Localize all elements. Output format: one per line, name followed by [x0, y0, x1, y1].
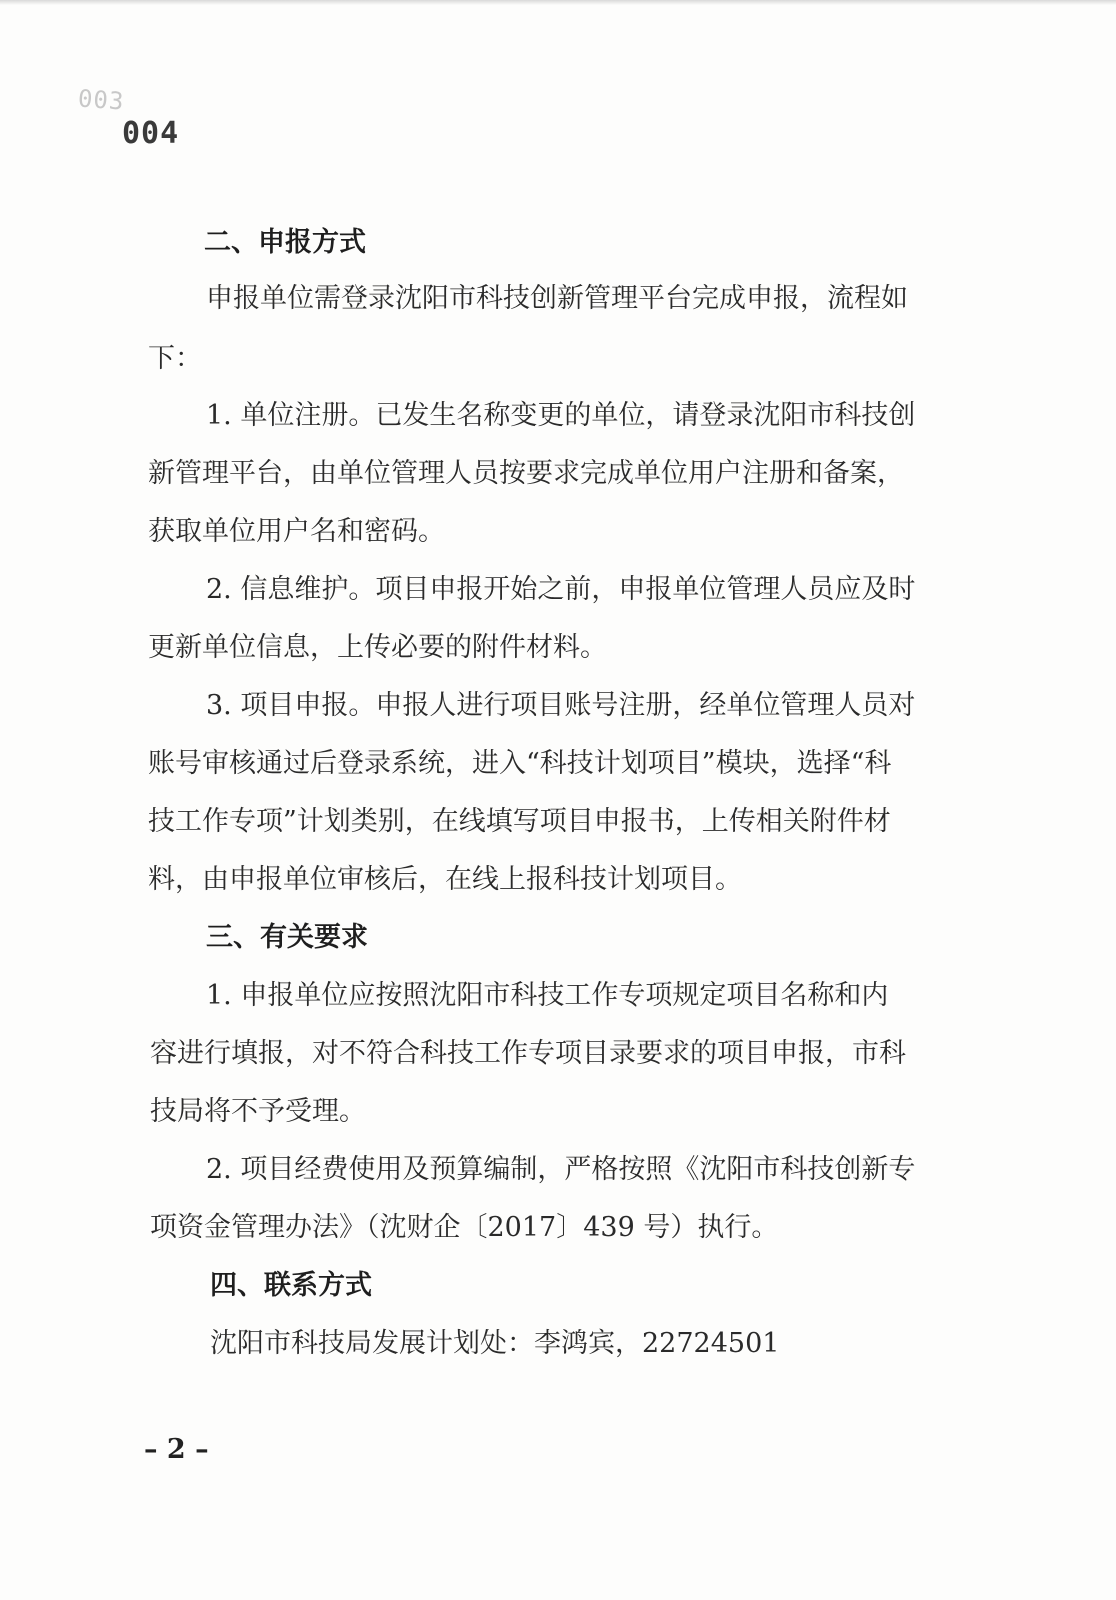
paragraph-line: 2. 信息维护。项目申报开始之前，申报单位管理人员应及时 [206, 574, 916, 605]
faint-stamp-number: 003 [77, 84, 126, 116]
paragraph-line: 1. 申报单位应按照沈阳市科技工作专项规定项目名称和内 [206, 980, 889, 1011]
section-heading-requirements: 三、有关要求 [206, 922, 368, 953]
page-footer-number: – 2 – [144, 1434, 209, 1465]
paragraph-line: 获取单位用户名和密码。 [148, 516, 445, 547]
section-heading-contact: 四、联系方式 [210, 1270, 372, 1301]
paragraph-line: 更新单位信息，上传必要的附件材料。 [148, 632, 607, 663]
stamped-page-number: 004 [122, 116, 180, 151]
paragraph-line: 账号审核通过后登录系统，进入“科技计划项目”模块，选择“科 [148, 748, 892, 779]
paragraph-line: 申报单位需登录沈阳市科技创新管理平台完成申报，流程如 [206, 283, 908, 314]
scan-top-edge [0, 0, 1116, 5]
contact-line: 沈阳市科技局发展计划处：李鸿宾，22724501 [210, 1328, 780, 1359]
paragraph-line: 2. 项目经费使用及预算编制，严格按照《沈阳市科技创新专 [206, 1154, 916, 1185]
paragraph-line: 下： [148, 343, 202, 374]
paragraph-line: 料，由申报单位审核后，在线上报科技计划项目。 [148, 864, 742, 895]
paragraph-line: 3. 项目申报。申报人进行项目账号注册，经单位管理人员对 [206, 690, 916, 721]
paragraph-line: 技工作专项”计划类别，在线填写项目申报书，上传相关附件材 [148, 806, 891, 837]
paragraph-line: 1. 单位注册。已发生名称变更的单位，请登录沈阳市科技创 [206, 400, 916, 431]
section-heading-application-method: 二、申报方式 [204, 227, 366, 258]
paragraph-line: 新管理平台，由单位管理人员按要求完成单位用户注册和备案， [148, 458, 904, 489]
paragraph-line: 技局将不予受理。 [150, 1096, 366, 1127]
paragraph-line: 容进行填报，对不符合科技工作专项目录要求的项目申报，市科 [150, 1038, 906, 1069]
paragraph-line: 项资金管理办法》（沈财企〔2017〕439 号）执行。 [150, 1212, 779, 1243]
